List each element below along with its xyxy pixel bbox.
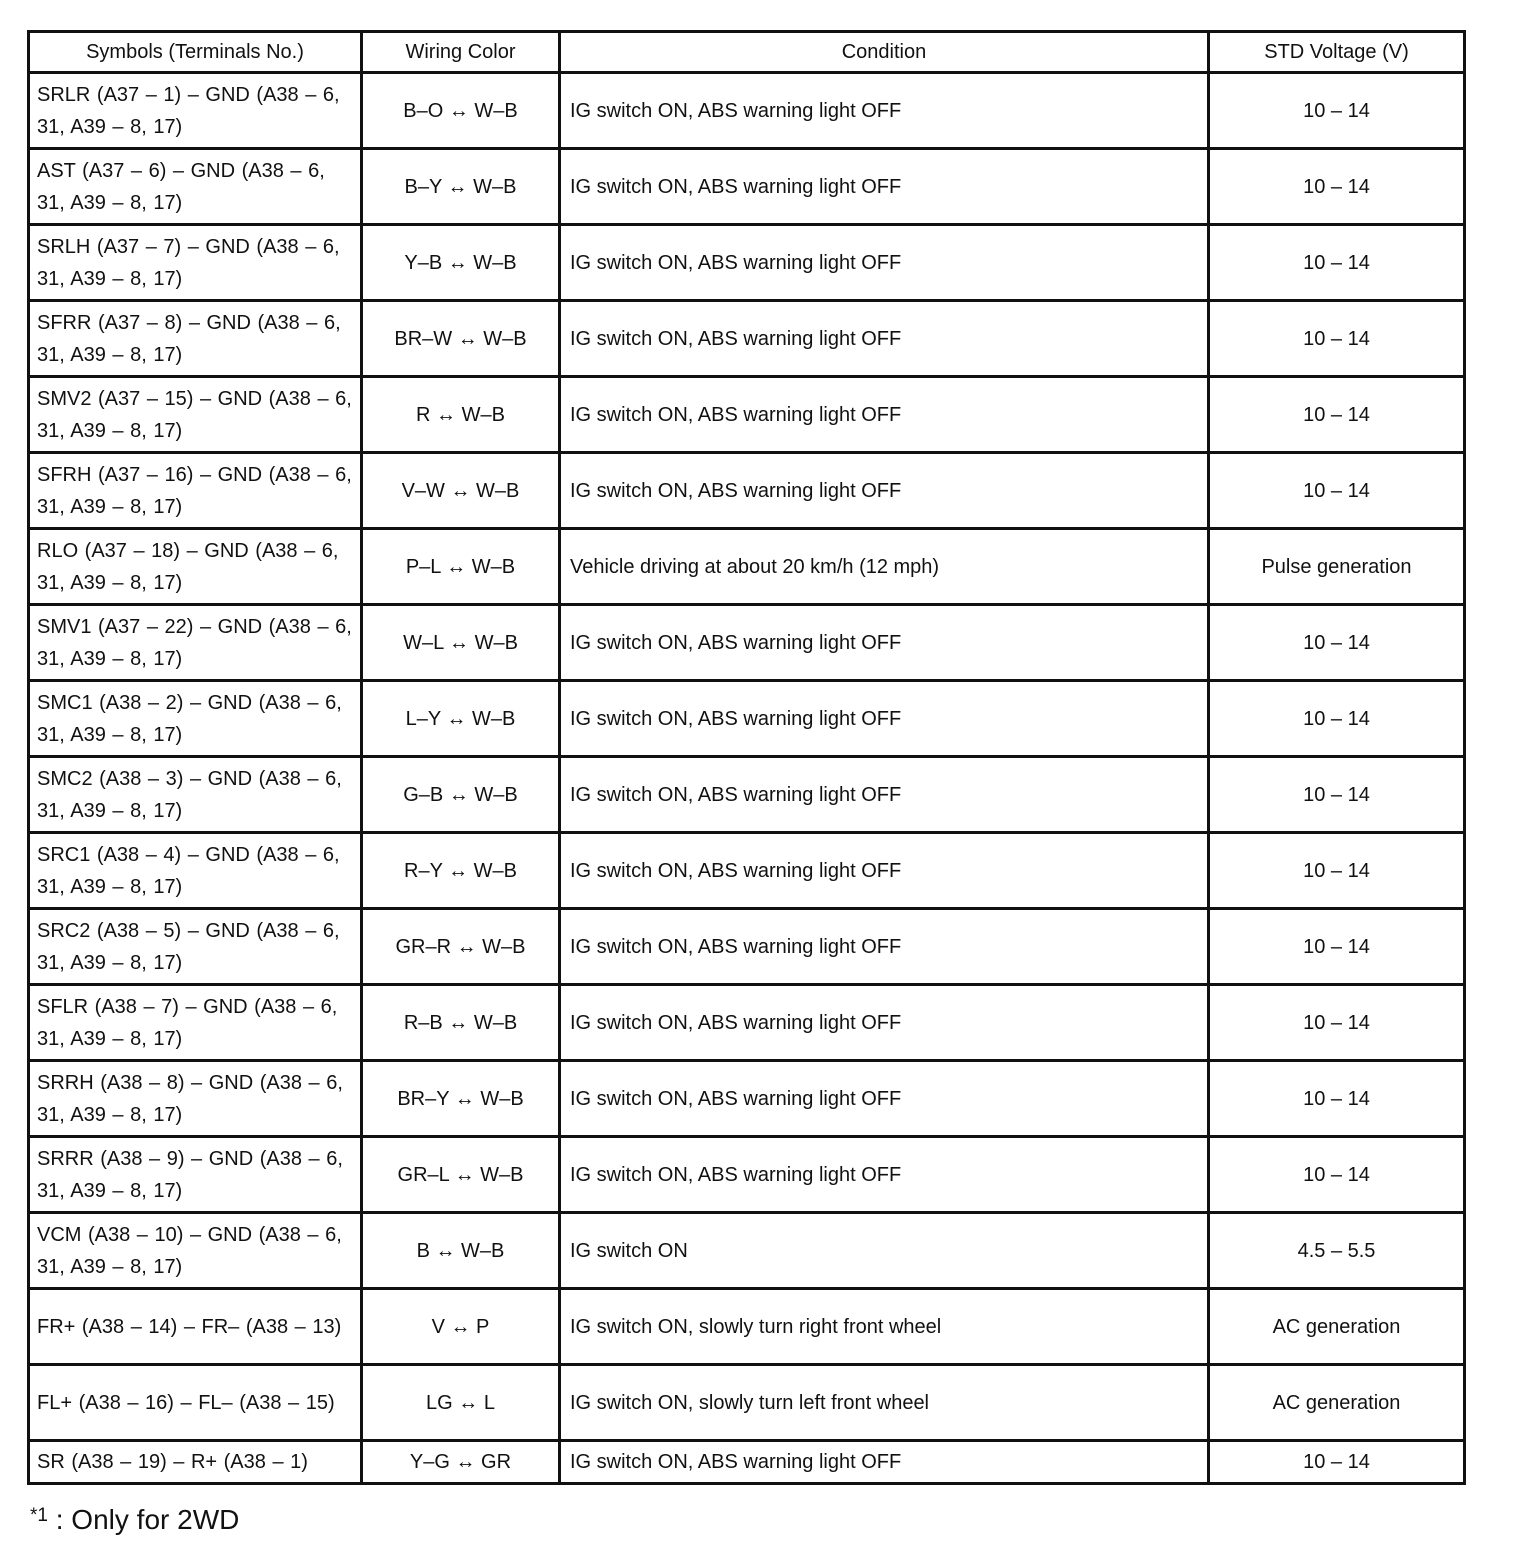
cell-symbols: SRC2 (A38 – 5) – GND (A38 – 6, 31, A39 – 8, 17) <box>29 909 362 985</box>
table-row <box>29 1061 1465 1137</box>
table-row <box>29 1137 1465 1213</box>
cell-std-voltage: 10 – 14 <box>1209 1061 1465 1137</box>
cell-condition: IG switch ON, ABS warning light OFF <box>560 833 1209 909</box>
footnote <box>30 1500 239 1540</box>
table-row <box>29 73 1465 149</box>
cell-wiring-color: Y–G ↔ GR <box>362 1441 560 1484</box>
cell-symbols: SMC2 (A38 – 3) – GND (A38 – 6, 31, A39 – 8, 17) <box>29 757 362 833</box>
cell-symbols: FL+ (A38 – 16) – FL– (A38 – 15) <box>29 1365 362 1441</box>
terminal-voltage-table <box>27 30 1466 1485</box>
cell-symbols: SMV1 (A37 – 22) – GND (A38 – 6, 31, A39 – 8, 17) <box>29 605 362 681</box>
table-row <box>29 909 1465 985</box>
cell-wiring-color: R–Y ↔ W–B <box>362 833 560 909</box>
header-symbols: Symbols (Terminals No.) <box>29 32 362 73</box>
cell-symbols: SRLR (A37 – 1) – GND (A38 – 6, 31, A39 – 8, 17) <box>29 73 362 149</box>
cell-condition: IG switch ON, ABS warning light OFF <box>560 73 1209 149</box>
cell-symbols: SFLR (A38 – 7) – GND (A38 – 6, 31, A39 – 8, 17) <box>29 985 362 1061</box>
table-row <box>29 529 1465 605</box>
table-row <box>29 1213 1465 1289</box>
cell-symbols: SMC1 (A38 – 2) – GND (A38 – 6, 31, A39 – 8, 17) <box>29 681 362 757</box>
cell-symbols: SRRR (A38 – 9) – GND (A38 – 6, 31, A39 – 8, 17) <box>29 1137 362 1213</box>
cell-std-voltage: 10 – 14 <box>1209 377 1465 453</box>
cell-wiring-color: W–L ↔ W–B <box>362 605 560 681</box>
cell-condition: IG switch ON, ABS warning light OFF <box>560 149 1209 225</box>
cell-std-voltage: AC generation <box>1209 1289 1465 1365</box>
cell-wiring-color: BR–W ↔ W–B <box>362 301 560 377</box>
cell-symbols: SR (A38 – 19) – R+ (A38 – 1) <box>29 1441 362 1484</box>
table-header-row <box>29 32 1465 73</box>
cell-condition: IG switch ON, ABS warning light OFF <box>560 909 1209 985</box>
cell-wiring-color: Y–B ↔ W–B <box>362 225 560 301</box>
table-row <box>29 453 1465 529</box>
cell-symbols: FR+ (A38 – 14) – FR– (A38 – 13) <box>29 1289 362 1365</box>
cell-wiring-color: R–B ↔ W–B <box>362 985 560 1061</box>
footnote-text: : Only for 2WD <box>55 1504 240 1535</box>
table-row <box>29 225 1465 301</box>
table-row <box>29 1441 1465 1484</box>
cell-wiring-color: V ↔ P <box>362 1289 560 1365</box>
cell-std-voltage: 10 – 14 <box>1209 757 1465 833</box>
cell-std-voltage: 10 – 14 <box>1209 909 1465 985</box>
cell-wiring-color: R ↔ W–B <box>362 377 560 453</box>
cell-std-voltage: 10 – 14 <box>1209 1137 1465 1213</box>
cell-std-voltage: 10 – 14 <box>1209 833 1465 909</box>
cell-wiring-color: GR–R ↔ W–B <box>362 909 560 985</box>
cell-wiring-color: B–Y ↔ W–B <box>362 149 560 225</box>
cell-wiring-color: LG ↔ L <box>362 1365 560 1441</box>
cell-condition: IG switch ON, ABS warning light OFF <box>560 757 1209 833</box>
cell-symbols: SMV2 (A37 – 15) – GND (A38 – 6, 31, A39 – 8, 17) <box>29 377 362 453</box>
cell-std-voltage: AC generation <box>1209 1365 1465 1441</box>
cell-symbols: RLO (A37 – 18) – GND (A38 – 6, 31, A39 – 8, 17) <box>29 529 362 605</box>
cell-std-voltage: 10 – 14 <box>1209 301 1465 377</box>
cell-wiring-color: B–O ↔ W–B <box>362 73 560 149</box>
table-row <box>29 1289 1465 1365</box>
table-row <box>29 757 1465 833</box>
cell-condition: Vehicle driving at about 20 km/h (12 mph) <box>560 529 1209 605</box>
cell-std-voltage: Pulse generation <box>1209 529 1465 605</box>
cell-condition: IG switch ON, ABS warning light OFF <box>560 1061 1209 1137</box>
table-row <box>29 681 1465 757</box>
cell-condition: IG switch ON, ABS warning light OFF <box>560 605 1209 681</box>
header-condition: Condition <box>560 32 1209 73</box>
cell-symbols: SFRH (A37 – 16) – GND (A38 – 6, 31, A39 – 8, 17) <box>29 453 362 529</box>
cell-std-voltage: 10 – 14 <box>1209 149 1465 225</box>
cell-std-voltage: 10 – 14 <box>1209 1441 1465 1484</box>
cell-wiring-color: BR–Y ↔ W–B <box>362 1061 560 1137</box>
cell-condition: IG switch ON <box>560 1213 1209 1289</box>
cell-condition: IG switch ON, ABS warning light OFF <box>560 985 1209 1061</box>
cell-condition: IG switch ON, ABS warning light OFF <box>560 1137 1209 1213</box>
cell-wiring-color: G–B ↔ W–B <box>362 757 560 833</box>
cell-condition: IG switch ON, ABS warning light OFF <box>560 1441 1209 1484</box>
cell-symbols: SRC1 (A38 – 4) – GND (A38 – 6, 31, A39 – 8, 17) <box>29 833 362 909</box>
cell-condition: IG switch ON, ABS warning light OFF <box>560 453 1209 529</box>
cell-symbols: SRLH (A37 – 7) – GND (A38 – 6, 31, A39 – 8, 17) <box>29 225 362 301</box>
cell-std-voltage: 10 – 14 <box>1209 681 1465 757</box>
cell-std-voltage: 10 – 14 <box>1209 73 1465 149</box>
cell-std-voltage: 10 – 14 <box>1209 605 1465 681</box>
cell-condition: IG switch ON, slowly turn left front wheel <box>560 1365 1209 1441</box>
cell-symbols: SFRR (A37 – 8) – GND (A38 – 6, 31, A39 – 8, 17) <box>29 301 362 377</box>
cell-wiring-color: P–L ↔ W–B <box>362 529 560 605</box>
cell-symbols: AST (A37 – 6) – GND (A38 – 6, 31, A39 – 8, 17) <box>29 149 362 225</box>
cell-condition: IG switch ON, ABS warning light OFF <box>560 377 1209 453</box>
cell-condition: IG switch ON, ABS warning light OFF <box>560 681 1209 757</box>
cell-condition: IG switch ON, ABS warning light OFF <box>560 225 1209 301</box>
cell-symbols: SRRH (A38 – 8) – GND (A38 – 6, 31, A39 – 8, 17) <box>29 1061 362 1137</box>
table-row <box>29 605 1465 681</box>
cell-wiring-color: B ↔ W–B <box>362 1213 560 1289</box>
table-row <box>29 1365 1465 1441</box>
header-wiring-color: Wiring Color <box>362 32 560 73</box>
cell-symbols: VCM (A38 – 10) – GND (A38 – 6, 31, A39 – 8, 17) <box>29 1213 362 1289</box>
cell-std-voltage: 10 – 14 <box>1209 453 1465 529</box>
cell-wiring-color: L–Y ↔ W–B <box>362 681 560 757</box>
cell-condition: IG switch ON, slowly turn right front wheel <box>560 1289 1209 1365</box>
table-row <box>29 301 1465 377</box>
table-row <box>29 985 1465 1061</box>
cell-condition: IG switch ON, ABS warning light OFF <box>560 301 1209 377</box>
cell-std-voltage: 10 – 14 <box>1209 225 1465 301</box>
cell-wiring-color: V–W ↔ W–B <box>362 453 560 529</box>
cell-std-voltage: 4.5 – 5.5 <box>1209 1213 1465 1289</box>
table-row <box>29 833 1465 909</box>
header-std-voltage: STD Voltage (V) <box>1209 32 1465 73</box>
cell-wiring-color: GR–L ↔ W–B <box>362 1137 560 1213</box>
table-row <box>29 377 1465 453</box>
footnote-marker: *1 <box>30 1505 48 1526</box>
table-row <box>29 149 1465 225</box>
cell-std-voltage: 10 – 14 <box>1209 985 1465 1061</box>
